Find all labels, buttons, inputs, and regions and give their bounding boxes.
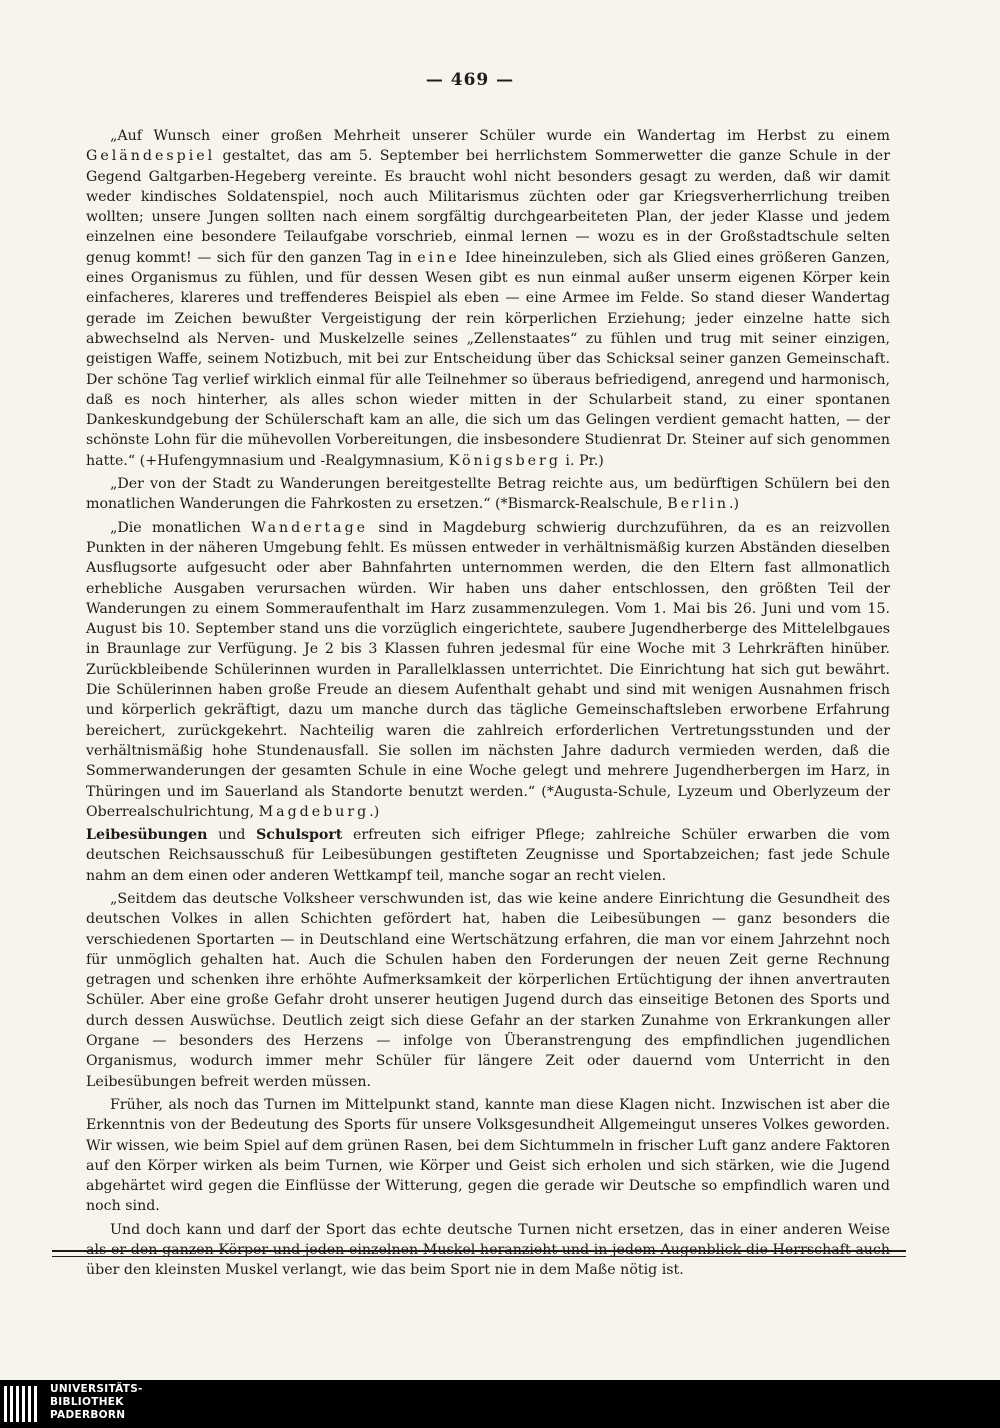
body-text bbox=[86, 126, 890, 1284]
library-logo-line: PADERBORN bbox=[50, 1409, 126, 1421]
bold-heading-term: Leibesübungen bbox=[86, 827, 208, 844]
page-number: — 469 — bbox=[425, 70, 515, 90]
text-run: Idee hineinzuleben, sich als Glied eines größeren Ganzen, eines Organismus zu fühlen, und für dessen Wesen gibt es nun einmal außer unserm eigenen Körper kein einfacheres, klareres und treffenderes Beispiel als eben — eine Armee im Felde. So stand dieser Wandertag gerade im Zeichen bewußter Vergeistigung der rein körperlichen Erziehung; jeder einzelne hatte sich abwechselnd als Nerven- und Muskelzelle seines „Zellenstaates“ zu fühlen und trug mit seiner einzigen, geistigen Waffe, seinem Notizbuch, mit bei zur Entscheidung über das Schicksal seiner ganzen Gemeinschaft. Der schöne Tag verlief wirklich einmal für alle Teilnehmer so überaus befriedigend, anregend und harmonisch, daß es noch hinterher, als alles schon wieder mitten in der Schularbeit stand, zu einer spontanen Dankeskundgebung der Schülerschaft kam an alle, die sich um das Gelingen verdient gemacht hatten, — der schönste Lohn für die mühevollen Vorbereitungen, die insbesondere Studienrat Dr. Steiner auf sich genommen hatte.“ (+Hufengymnasium und -Realgymnasium, bbox=[86, 249, 890, 469]
text-run: „Seitdem das deutsche Volksheer verschwunden ist, das wie keine andere Einrichtung die Gesundheit des deutschen Volkes in allen Schichten gefördert hat, haben die Leibesübungen — ganz besonders die verschiedenen Sportarten — in Deutschland eine Wertschätzung erfahren, die man vor einem Jahrzehnt noch für unmöglich gehalten hat. Auch die Schulen haben den Forderungen der neuen Zeit gerne Rechnung getragen und schenken ihre erhöhte Aufmerksamkeit der körperlichen Ertüchtigung der ihnen anvertrauten Schüler. Aber eine große Gefahr droht unserer heutigen Jugend durch das einseitige Betonen des Sports und durch dessen Auswüchse. Deutlich zeigt sich diese Gefahr an der starken Zunahme von Erkrankungen aller Organe — besonders des Herzens — infolge von Überanstrengung des empfindlichen jugendlichen Organismus, wodurch immer mehr Schüler für längere Zeit oder dauernd vom Unterricht in den Leibesübungen befreit werden müssen. bbox=[86, 890, 890, 1090]
text-run: sind in Magdeburg schwierig durchzuführen, da es an reizvollen Punkten in der näheren Umgebung fehlt. Es müssen entweder in verhältnismäßig kurzen Abständen dieselben Ausflugsorte aufgesucht oder aber Bahnfahrten unternommen werden, die den Eltern fast allmonatlich erhebliche Ausgaben verursachen würden. Wir haben uns daher entschlossen, den größten Teil der Wanderungen zu einem Sommeraufenthalt im Harz zusammenzulegen. Vom 1. Mai bis 26. Juni und vom 15. August bis 10. September stand uns die vorzüglich eingerichtete, saubere Jugendherberge des Mittelelbgaues in Braunlage zur Verfügung. Je 2 bis 3 Klassen fuhren jedesmal für eine Woche mit 3 Lehrkräften hinüber. Zurückbleibende Schülerinnen wurden in Parallelklassen unterrichtet. Die Einrichtung hat sich gut bewährt. Die Schülerinnen haben große Freude an diesem Aufenthalt gehabt und sind mit wenigen Ausnahmen frisch und körperlich gekräftigt, dazu um manche durch das tägliche Gemeinschaftsleben erworbene Erfahrung bereichert, zurückgekehrt. Nachteilig waren die zahlreich erforderlichen Vertretungsstunden und der verhältnismäßig hohe Stundenausfall. Sie sollen im nächsten Jahre dadurch vermieden werden, daß die Sommerwanderungen der gesamten Schule in eine Woche gelegt und mehrere Jugendherbergen im Harz, in Thüringen und im Sauerland als Standorte benutzt werden.“ (*Augusta-Schule, Lyzeum und Oberlyzeum der Oberrealschulrichtung, bbox=[86, 519, 890, 820]
spaced-emphasis: eine bbox=[417, 249, 460, 266]
spaced-emphasis: Geländespiel bbox=[86, 148, 216, 165]
paragraph bbox=[86, 889, 890, 1092]
spaced-emphasis: Königsberg bbox=[448, 452, 561, 469]
closing-rule-thick bbox=[52, 1250, 906, 1252]
text-run: gestaltet, das am 5. September bei herrlichstem Sommerwetter die ganze Schule in der Gegend Galtgarben-Hegeberg vereinte. Es braucht wohl nicht besonders gesagt zu werden, daß wir damit weder kindisches Soldatenspiel, noch auch Militarismus züchten oder gar Kriegsverherrlichung treiben wollten; unsere Jungen sollten nach einem sorgfältig durchgearbeiteten Plan, der jeder Klasse und jedem einzelnen eine besondere Teilaufgabe vorschrieb, einmal lernen — wozu es in der Großstadtschule selten genug kommt! — sich für den ganzen Tag in bbox=[86, 148, 890, 266]
paragraph bbox=[86, 1095, 890, 1217]
text-run: und bbox=[207, 827, 257, 844]
paragraph bbox=[86, 126, 890, 471]
library-logo-icon bbox=[4, 1386, 42, 1422]
text-run: .) bbox=[729, 496, 740, 513]
spaced-emphasis: Wandertage bbox=[251, 519, 369, 536]
text-run: .) bbox=[369, 803, 380, 820]
paragraph bbox=[86, 474, 890, 515]
closing-rule-thin bbox=[52, 1256, 906, 1257]
paragraph bbox=[86, 825, 890, 886]
paragraph bbox=[86, 518, 890, 822]
spaced-emphasis: Berlin bbox=[667, 496, 730, 513]
text-run: Und doch kann und darf der Sport das echte deutsche Turnen nicht ersetzen, das in einer anderen Weise als er den ganzen Körper und jeden einzelnen Muskel heranzieht und in jedem Augenblick die Herrschaft auch über den kleinsten Muskel verlangt, wie das beim Sport nie in dem Maße nötig ist. bbox=[86, 1221, 890, 1279]
library-footer-bar bbox=[0, 1380, 1000, 1428]
text-run: Früher, als noch das Turnen im Mittelpunkt stand, kannte man diese Klagen nicht. Inzwischen ist aber die Erkenntnis von der Bedeutung des Sports für unsere Volksgesundheit Allgemeingut unseres Volkes geworden. Wir wissen, wie beim Spiel auf dem grünen Rasen, bei dem Sichtummeln in frischer Luft ganz andere Faktoren auf den Körper wirken als beim Turnen, wie Körper und Geist sich erholen und sich stärken, wie die Jugend abgehärtet wird gegen die Einflüsse der Witterung, gegen die gerade wir Deutsche so empfindlich waren und noch sind. bbox=[86, 1096, 890, 1215]
text-run: i. Pr.) bbox=[560, 452, 604, 469]
library-logo-text bbox=[50, 1383, 143, 1422]
text-run: „Der von der Stadt zu Wanderungen bereitgestellte Betrag reichte aus, um bedürftigen Schülern bei den monatlichen Wanderungen die Fahrkosten zu ersetzen.“ (*Bismarck-Realschule, bbox=[86, 476, 890, 513]
spaced-emphasis: Magdeburg bbox=[258, 803, 370, 820]
library-logo-line: UNIVERSITÄTS- bbox=[50, 1383, 143, 1395]
bold-heading-term: Schulsport bbox=[256, 827, 343, 844]
text-run: erfreuten sich eifriger Pflege; zahlreiche Schüler erwarben die vom deutschen Reichsausschuß für Leibesübungen gestifteten Zeugnisse und Sportabzeichen; fast jede Schule nahm an dem einen oder anderen Wettkampf teil, manche sogar an recht vielen. bbox=[86, 827, 890, 884]
library-logo-line: BIBLIOTHEK bbox=[50, 1396, 124, 1408]
text-run: „Die monatlichen bbox=[110, 519, 252, 536]
text-run: „Auf Wunsch einer großen Mehrheit unserer Schüler wurde ein Wandertag im Herbst zu einem bbox=[110, 128, 890, 144]
